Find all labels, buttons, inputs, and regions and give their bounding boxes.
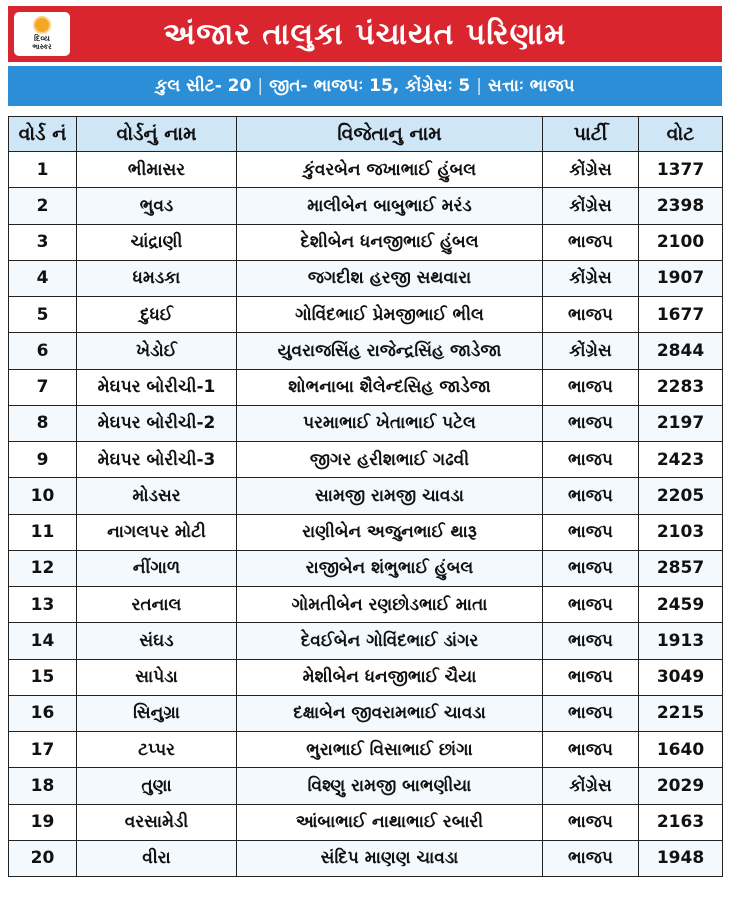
header-party: પાર્ટી [543, 117, 639, 152]
cell-votes: 2283 [639, 369, 723, 405]
cell-ward-name: મેઘપર બોરીચી-3 [77, 442, 237, 478]
logo-text-line1: દિવ્ય [34, 33, 50, 43]
separator: | [257, 76, 264, 96]
table-row [9, 224, 723, 260]
seats-won: જીત- ભાજપઃ 15, કોંગ્રેસઃ 5 [269, 76, 471, 96]
cell-winner-name: મેશીબેન ધનજીભાઈ ચૈયા [237, 659, 543, 695]
table-row [9, 405, 723, 441]
table-row [9, 478, 723, 514]
cell-party: ભાજપ [543, 732, 639, 768]
table-row [9, 840, 723, 876]
cell-party: ભાજપ [543, 695, 639, 731]
cell-ward-no: 11 [9, 514, 77, 550]
cell-ward-name: ખેડોઈ [77, 333, 237, 369]
table-row [9, 369, 723, 405]
cell-votes: 2844 [639, 333, 723, 369]
table-row [9, 587, 723, 623]
cell-party: ભાજપ [543, 659, 639, 695]
cell-votes: 3049 [639, 659, 723, 695]
cell-winner-name: ભુરાભાઈ વિસાભાઈ છાંગા [237, 732, 543, 768]
cell-party: કોંગ્રેસ [543, 260, 639, 296]
cell-party: ભાજપ [543, 804, 639, 840]
cell-ward-no: 19 [9, 804, 77, 840]
table-row [9, 188, 723, 224]
cell-party: ભાજપ [543, 478, 639, 514]
total-seats: કુલ સીટ- 20 [155, 76, 252, 96]
cell-ward-name: દુધઈ [77, 297, 237, 333]
cell-votes: 2205 [639, 478, 723, 514]
cell-party: ભાજપ [543, 442, 639, 478]
table-row [9, 804, 723, 840]
cell-votes: 2459 [639, 587, 723, 623]
cell-winner-name: વિશ્ણુ રામજી બાભણીયા [237, 768, 543, 804]
cell-party: ભાજપ [543, 369, 639, 405]
cell-winner-name: આંબાભાઈ નાથાભાઈ રબારી [237, 804, 543, 840]
cell-winner-name: રાણીબેન અજુનભાઈ થારૂ [237, 514, 543, 550]
cell-party: ભાજપ [543, 297, 639, 333]
cell-ward-name: ચાંદ્રાણી [77, 224, 237, 260]
cell-ward-no: 12 [9, 550, 77, 586]
cell-winner-name: જીગર હરીશભાઈ ગઢવી [237, 442, 543, 478]
cell-winner-name: દક્ષાબેન જીવરામભાઈ ચાવડા [237, 695, 543, 731]
cell-winner-name: ગોવિંદભાઈ પ્રેમજીભાઈ ભીલ [237, 297, 543, 333]
cell-ward-no: 14 [9, 623, 77, 659]
summary-bar [8, 66, 722, 106]
table-row [9, 623, 723, 659]
cell-ward-no: 10 [9, 478, 77, 514]
header-ward-no: વોર્ડ નં [9, 117, 77, 152]
cell-ward-name: સંઘડ [77, 623, 237, 659]
cell-party: ભાજપ [543, 550, 639, 586]
separator: | [476, 76, 482, 96]
cell-ward-name: ભુવડ [77, 188, 237, 224]
table-row [9, 550, 723, 586]
cell-party: કોંગ્રેસ [543, 768, 639, 804]
cell-votes: 2215 [639, 695, 723, 731]
cell-party: કોંગ્રેસ [543, 188, 639, 224]
cell-ward-name: સાપેડા [77, 659, 237, 695]
table-row [9, 768, 723, 804]
table-row [9, 152, 723, 188]
cell-ward-no: 18 [9, 768, 77, 804]
cell-votes: 2103 [639, 514, 723, 550]
cell-winner-name: પરમાભાઈ ખેતાભાઈ પટેલ [237, 405, 543, 441]
cell-votes: 2163 [639, 804, 723, 840]
cell-ward-no: 8 [9, 405, 77, 441]
ruling-party: સત્તાઃ ભાજપ [487, 76, 575, 96]
cell-ward-no: 16 [9, 695, 77, 731]
cell-winner-name: કુંવરબેન જખાભાઈ હુંબલ [237, 152, 543, 188]
cell-winner-name: સંદિપ માણણ ચાવડા [237, 840, 543, 876]
table-row [9, 695, 723, 731]
cell-winner-name: સામજી રામજી ચાવડા [237, 478, 543, 514]
cell-ward-name: રતનાલ [77, 587, 237, 623]
cell-party: ભાજપ [543, 623, 639, 659]
cell-party: ભાજપ [543, 514, 639, 550]
cell-party: ભાજપ [543, 224, 639, 260]
cell-ward-no: 9 [9, 442, 77, 478]
table-header-row [9, 117, 723, 152]
cell-votes: 2857 [639, 550, 723, 586]
cell-ward-name: ધમડકા [77, 260, 237, 296]
cell-ward-no: 7 [9, 369, 77, 405]
cell-ward-name: વરસામેડી [77, 804, 237, 840]
cell-ward-no: 6 [9, 333, 77, 369]
cell-winner-name: યુવરાજસિંહ રાજેન્દ્રસિંહ જાડેજા [237, 333, 543, 369]
cell-winner-name: માલીબેન બાબુભાઈ મરંડ [237, 188, 543, 224]
cell-ward-no: 3 [9, 224, 77, 260]
cell-votes: 1948 [639, 840, 723, 876]
cell-ward-name: મોડસર [77, 478, 237, 514]
table-body [9, 152, 723, 877]
cell-winner-name: શોભનાબા શૈલેન્દસિહ જાડેજા [237, 369, 543, 405]
table-row [9, 333, 723, 369]
cell-ward-no: 5 [9, 297, 77, 333]
cell-votes: 1640 [639, 732, 723, 768]
cell-ward-no: 2 [9, 188, 77, 224]
cell-ward-no: 17 [9, 732, 77, 768]
table-row [9, 514, 723, 550]
cell-ward-name: વીરા [77, 840, 237, 876]
cell-ward-no: 20 [9, 840, 77, 876]
cell-votes: 1907 [639, 260, 723, 296]
cell-party: કોંગ્રેસ [543, 152, 639, 188]
cell-party: ભાજપ [543, 587, 639, 623]
cell-votes: 1677 [639, 297, 723, 333]
cell-party: ભાજપ [543, 405, 639, 441]
cell-ward-name: નીંગાળ [77, 550, 237, 586]
cell-winner-name: દેશીબેન ધનજીભાઈ હુંબલ [237, 224, 543, 260]
cell-votes: 1913 [639, 623, 723, 659]
table-row [9, 260, 723, 296]
table-row [9, 732, 723, 768]
cell-ward-no: 15 [9, 659, 77, 695]
cell-votes: 2423 [639, 442, 723, 478]
cell-winner-name: ગોમતીબેન રણછોડભાઈ માતા [237, 587, 543, 623]
cell-ward-name: નાગલપર મોટી [77, 514, 237, 550]
cell-votes: 1377 [639, 152, 723, 188]
table-row [9, 659, 723, 695]
cell-ward-no: 1 [9, 152, 77, 188]
table-row [9, 297, 723, 333]
cell-votes: 2197 [639, 405, 723, 441]
cell-winner-name: રાજીબેન શંભુભાઈ હુંબલ [237, 550, 543, 586]
divya-bhaskar-logo [14, 12, 70, 56]
cell-votes: 2398 [639, 188, 723, 224]
cell-ward-no: 4 [9, 260, 77, 296]
cell-votes: 2100 [639, 224, 723, 260]
cell-ward-name: સિનુગ્રા [77, 695, 237, 731]
cell-winner-name: દેવઈબેન ગોવિંદભાઈ ડાંગર [237, 623, 543, 659]
page-title: અંજાર તાલુકા પંચાયત પરિણામ [163, 16, 567, 52]
cell-ward-name: મેઘપર બોરીચી-1 [77, 369, 237, 405]
cell-ward-name: મેઘપર બોરીચી-2 [77, 405, 237, 441]
sun-icon [35, 18, 49, 32]
cell-votes: 2029 [639, 768, 723, 804]
cell-ward-no: 13 [9, 587, 77, 623]
cell-party: ભાજપ [543, 840, 639, 876]
results-table [8, 116, 723, 877]
header-votes: વોટ [639, 117, 723, 152]
cell-ward-name: તુણા [77, 768, 237, 804]
cell-ward-name: ભીમાસર [77, 152, 237, 188]
table-row [9, 442, 723, 478]
header-ward-name: વોર્ડનું નામ [77, 117, 237, 152]
title-bar [8, 6, 722, 62]
cell-winner-name: જગદીશ હરજી સથવારા [237, 260, 543, 296]
cell-ward-name: ટપ્પર [77, 732, 237, 768]
cell-party: કોંગ્રેસ [543, 333, 639, 369]
header-winner-name: વિજેતાનુ નામ [237, 117, 543, 152]
logo-text-line2: ભાસ્કર [32, 42, 52, 51]
